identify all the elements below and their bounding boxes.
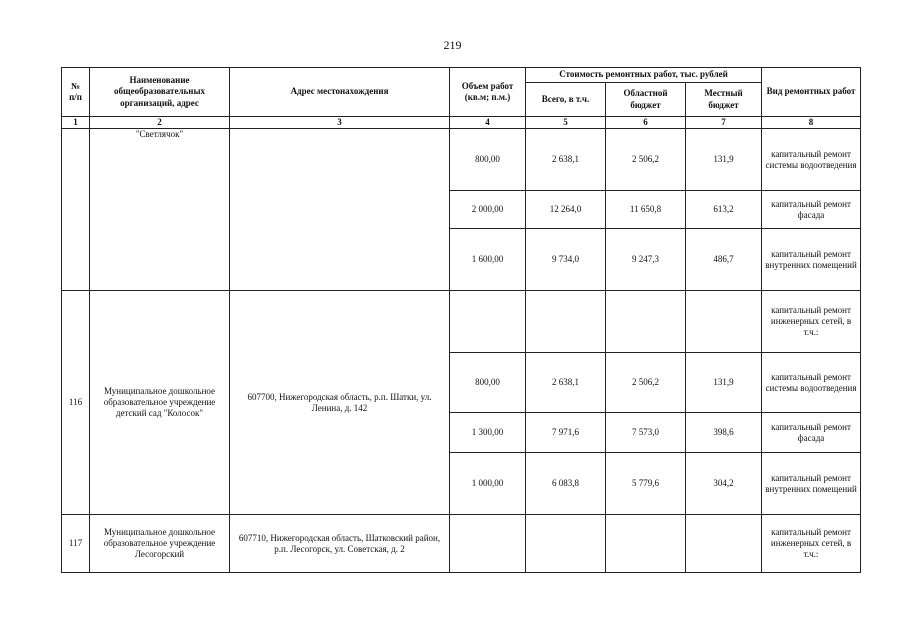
header-cost-group: Стоимость ремонтных работ, тыс. рублей	[526, 68, 762, 83]
regional-cell	[606, 291, 686, 353]
volume-cell: 800,00	[450, 129, 526, 191]
col-number: 4	[450, 117, 526, 129]
total-cell	[526, 515, 606, 573]
col-number: 7	[686, 117, 762, 129]
header-total: Всего, в т.ч.	[526, 83, 606, 117]
regional-cell: 9 247,3	[606, 229, 686, 291]
total-cell: 7 971,6	[526, 413, 606, 453]
header-num: № п/п	[62, 68, 90, 117]
local-cell: 131,9	[686, 129, 762, 191]
total-cell	[526, 291, 606, 353]
volume-cell	[450, 515, 526, 573]
header-regional: Областной бюджет	[606, 83, 686, 117]
local-cell: 486,7	[686, 229, 762, 291]
volume-cell: 2 000,00	[450, 191, 526, 229]
regional-cell: 2 506,2	[606, 129, 686, 191]
total-cell: 12 264,0	[526, 191, 606, 229]
table-row	[62, 515, 861, 573]
row-num: 117	[62, 515, 90, 573]
header-kind: Вид ремонтных работ	[762, 68, 861, 117]
kind-cell: капитальный ремонт внутренних помещений	[762, 453, 861, 515]
col-number: 3	[230, 117, 450, 129]
total-cell: 2 638,1	[526, 353, 606, 413]
total-cell: 6 083,8	[526, 453, 606, 515]
org-name: Муниципальное дошкольное образовательное учреждение Лесогорский	[90, 515, 230, 573]
header-org: Наименование общеобразовательных организаций, адрес	[90, 68, 230, 117]
local-cell: 304,2	[686, 453, 762, 515]
header-address: Адрес местонахождения	[230, 68, 450, 117]
col-number: 2	[90, 117, 230, 129]
page-number: 219	[443, 38, 462, 52]
col-number: 8	[762, 117, 861, 129]
col-number: 5	[526, 117, 606, 129]
regional-cell	[606, 515, 686, 573]
col-number: 1	[62, 117, 90, 129]
table-row	[62, 129, 861, 191]
org-name: "Светлячок"	[90, 129, 230, 291]
total-cell: 9 734,0	[526, 229, 606, 291]
kind-cell: капитальный ремонт фасада	[762, 413, 861, 453]
row-num	[62, 129, 90, 291]
org-address: 607710, Нижегородская область, Шатковский район, р.п. Лесогорск, ул. Советская, д. 2	[230, 515, 450, 573]
local-cell	[686, 515, 762, 573]
volume-cell: 800,00	[450, 353, 526, 413]
org-name: Муниципальное дошкольное образовательное учреждение детский сад "Колосок"	[90, 291, 230, 515]
kind-cell: капитальный ремонт инженерных сетей, в т.ч.:	[762, 291, 861, 353]
volume-cell: 1 600,00	[450, 229, 526, 291]
volume-cell: 1 300,00	[450, 413, 526, 453]
regional-cell: 5 779,6	[606, 453, 686, 515]
local-cell	[686, 291, 762, 353]
header-local: Местный бюджет	[686, 83, 762, 117]
org-address: 607700, Нижегородская область, р.п. Шатки, ул. Ленина, д. 142	[230, 291, 450, 515]
kind-cell: капитальный ремонт внутренних помещений	[762, 229, 861, 291]
header-volume: Объем работ (кв.м; п.м.)	[450, 68, 526, 117]
local-cell: 398,6	[686, 413, 762, 453]
regional-cell: 2 506,2	[606, 353, 686, 413]
kind-cell: капитальный ремонт инженерных сетей, в т.ч.:	[762, 515, 861, 573]
column-numbers-row	[62, 117, 861, 129]
col-number: 6	[606, 117, 686, 129]
local-cell: 131,9	[686, 353, 762, 413]
table-row	[62, 291, 861, 353]
kind-cell: капитальный ремонт фасада	[762, 191, 861, 229]
local-cell: 613,2	[686, 191, 762, 229]
volume-cell: 1 000,00	[450, 453, 526, 515]
total-cell: 2 638,1	[526, 129, 606, 191]
org-address	[230, 129, 450, 291]
kind-cell: капитальный ремонт системы водоотведения	[762, 353, 861, 413]
row-num: 116	[62, 291, 90, 515]
volume-cell	[450, 291, 526, 353]
repair-works-table	[61, 67, 861, 573]
kind-cell: капитальный ремонт системы водоотведения	[762, 129, 861, 191]
regional-cell: 7 573,0	[606, 413, 686, 453]
regional-cell: 11 650,8	[606, 191, 686, 229]
